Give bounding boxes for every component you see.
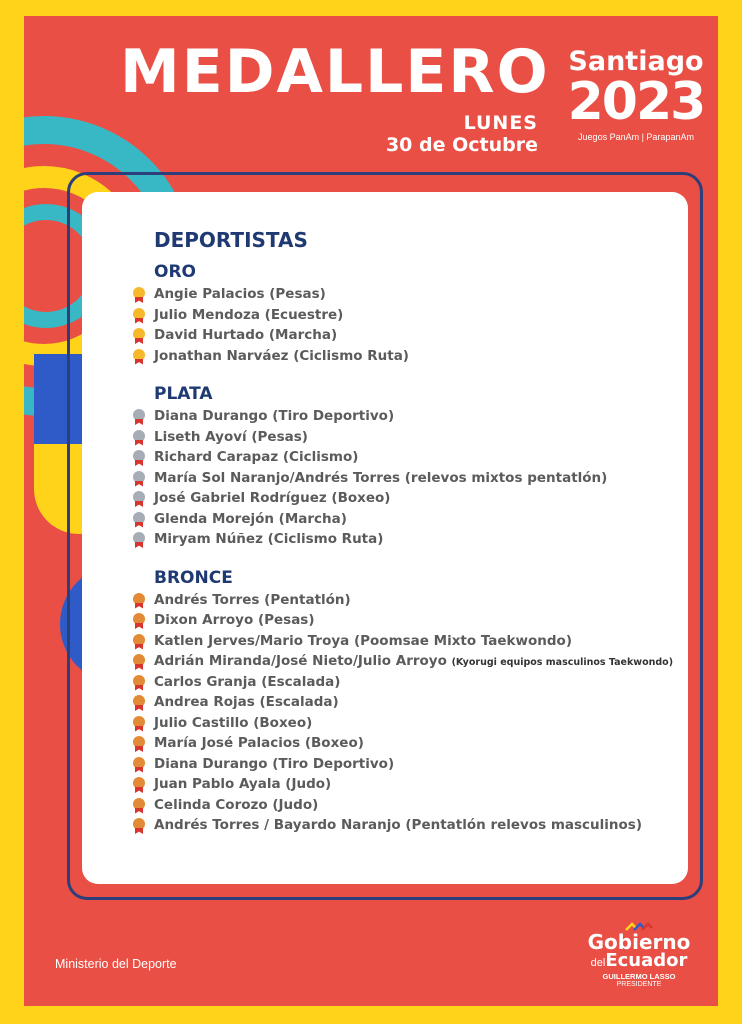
- section-title-oro: ORO: [154, 262, 196, 282]
- list-item: [154, 733, 678, 754]
- silver-medal-icon: [132, 491, 146, 507]
- bronze-medal-icon: [132, 798, 146, 814]
- gov-line2-prefix: del: [590, 957, 606, 969]
- athlete-name: Diana Durango (Tiro Deportivo): [154, 755, 395, 772]
- bronze-medal-icon: [132, 634, 146, 650]
- athlete-name: Adrián Miranda/José Nieto/Julio Arroyo: [154, 653, 447, 669]
- logo-year: 2023: [567, 72, 705, 132]
- athlete-name: Julio Castillo (Boxeo): [154, 714, 313, 731]
- athlete-name: Julio Mendoza (Ecuestre): [154, 306, 344, 323]
- bronze-medal-icon: [132, 613, 146, 629]
- list-item: [154, 406, 678, 427]
- bronze-medal-icon: [132, 695, 146, 711]
- list-item: [154, 509, 678, 530]
- bronze-medal-icon: [132, 757, 146, 773]
- athlete-name: Andrés Torres (Pentatlón): [154, 591, 351, 608]
- section-heading: DEPORTISTAS: [154, 228, 308, 252]
- list-item: [154, 468, 678, 489]
- list-item: [154, 284, 678, 305]
- athlete-name: Katlen Jerves/Mario Troya (Poomsae Mixto Taekwondo): [154, 632, 573, 649]
- gold-medal-icon: [132, 287, 146, 303]
- list-item: [154, 754, 678, 775]
- page-title: MEDALLERO: [120, 37, 550, 107]
- athlete-name: Andrea Rojas (Escalada): [154, 694, 339, 710]
- list-item: [154, 815, 678, 836]
- bronze-medal-icon: [132, 716, 146, 732]
- athlete-name: Miryam Núñez (Ciclismo Ruta): [154, 531, 384, 547]
- bronze-medal-icon: [132, 818, 146, 834]
- gold-medal-icon: [132, 328, 146, 344]
- athlete-name: José Gabriel Rodríguez (Boxeo): [154, 490, 391, 506]
- list-item: [154, 795, 678, 816]
- list-item: [154, 305, 678, 326]
- athlete-name: Andrés Torres / Bayardo Naranjo (Pentatlón relevos masculinos): [154, 817, 643, 833]
- list-item: [154, 610, 678, 631]
- athlete-name: David Hurtado (Marcha): [154, 327, 338, 343]
- list-item: [154, 590, 678, 611]
- section-title-plata: PLATA: [154, 384, 213, 404]
- list-item: [154, 672, 678, 693]
- ministry-label: Ministerio del Deporte: [55, 957, 177, 971]
- gov-line2: [584, 952, 694, 970]
- list-item: [154, 346, 678, 367]
- bronze-list: [154, 590, 678, 836]
- silver-medal-icon: [132, 471, 146, 487]
- bronze-medal-icon: [132, 654, 146, 670]
- gold-medal-icon: [132, 349, 146, 365]
- gobierno-ecuador-logo: [584, 922, 694, 988]
- silver-medal-icon: [132, 450, 146, 466]
- date-label: 30 de Octubre: [385, 134, 538, 156]
- santiago-2023-logo: [566, 48, 706, 142]
- list-item: [154, 692, 678, 713]
- list-item: [154, 529, 678, 550]
- athlete-name: Jonathan Narváez (Ciclismo Ruta): [154, 347, 409, 364]
- athlete-name: María Sol Naranjo/Andrés Torres (relevos mixtos pentatlón): [154, 469, 608, 486]
- bronze-medal-icon: [132, 736, 146, 752]
- athlete-name: Angie Palacios (Pesas): [154, 286, 326, 302]
- gold-medal-icon: [132, 308, 146, 324]
- card-content: [154, 228, 678, 836]
- list-item: [154, 651, 678, 672]
- athlete-name: Juan Pablo Ayala (Judo): [154, 776, 332, 792]
- bronze-medal-icon: [132, 675, 146, 691]
- silver-medal-icon: [132, 532, 146, 548]
- list-item: [154, 488, 678, 509]
- day-label: LUNES: [463, 112, 538, 134]
- event-note: (Kyorugi equipos masculinos Taekwondo): [451, 657, 674, 668]
- gold-list: [154, 284, 678, 366]
- list-item: [154, 713, 678, 734]
- athlete-name: Carlos Granja (Escalada): [154, 673, 341, 690]
- list-item: [154, 447, 678, 468]
- list-item: [154, 774, 678, 795]
- list-item: [154, 325, 678, 346]
- list-item: [154, 427, 678, 448]
- athlete-name: Celinda Corozo (Judo): [154, 796, 319, 813]
- silver-medal-icon: [132, 430, 146, 446]
- medal-card: [82, 192, 688, 884]
- gov-role: PRESIDENTE: [616, 981, 662, 988]
- logo-subtitle: Juegos PanAm | ParapanAm: [578, 131, 694, 142]
- bronze-medal-icon: [132, 593, 146, 609]
- silver-list: [154, 406, 678, 550]
- bronze-medal-icon: [132, 777, 146, 793]
- athlete-name: Diana Durango (Tiro Deportivo): [154, 408, 395, 424]
- section-title-bronce: BRONCE: [154, 567, 233, 588]
- athlete-name: Richard Carapaz (Ciclismo): [154, 449, 359, 465]
- gov-name: GUILLERMO LASSO: [602, 972, 676, 981]
- athlete-name: María José Palacios (Boxeo): [154, 735, 364, 751]
- gov-line1: Gobierno: [587, 930, 691, 954]
- athlete-name: Dixon Arroyo (Pesas): [154, 612, 315, 628]
- athlete-name: Glenda Morejón (Marcha): [154, 510, 347, 527]
- silver-medal-icon: [132, 409, 146, 425]
- athlete-name: Liseth Ayoví (Pesas): [154, 428, 308, 445]
- gov-line2-main: Ecuador: [605, 950, 688, 971]
- logo-city: Santiago: [568, 46, 704, 77]
- silver-medal-icon: [132, 512, 146, 528]
- list-item: [154, 631, 678, 652]
